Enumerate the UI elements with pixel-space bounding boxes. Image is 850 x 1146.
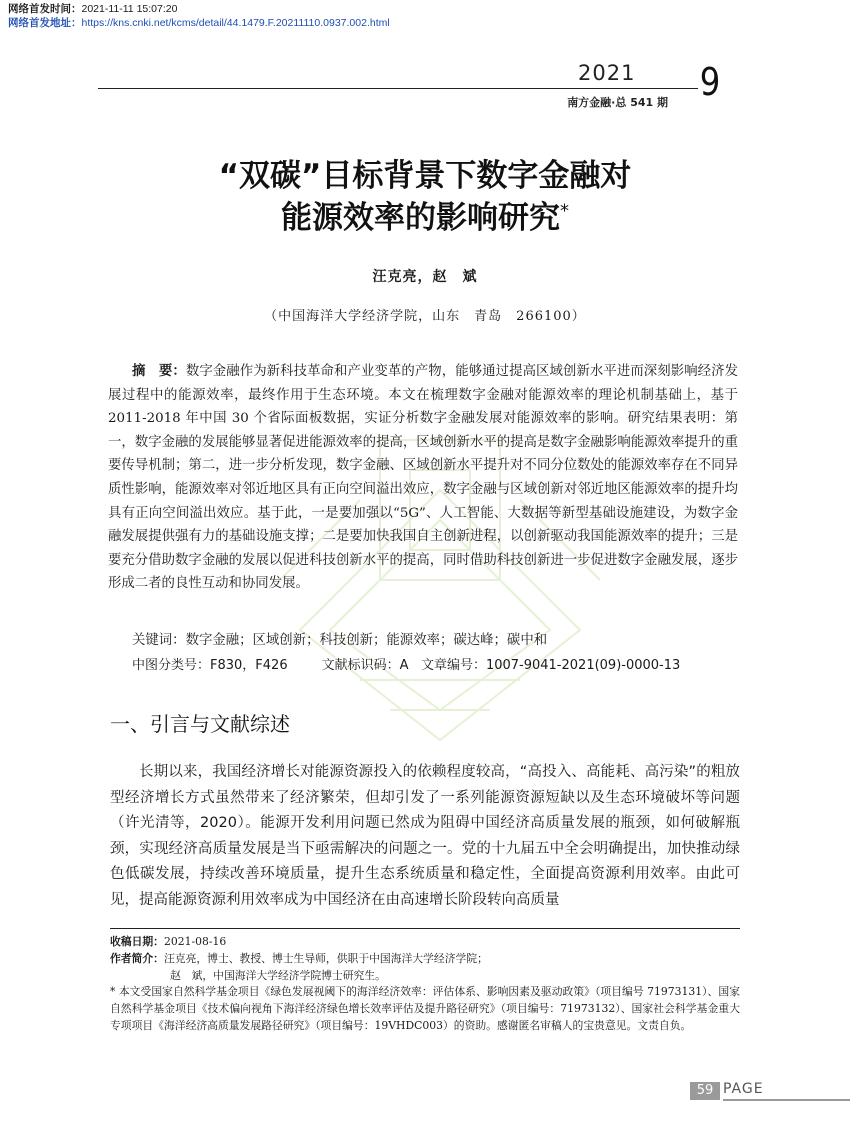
first-publish-url-label: 网络首发地址： [8,17,82,29]
paper-title-line-1: “双碳”目标背景下数字金融对 [218,158,632,194]
author-affiliation: （中国海洋大学经济学院，山东 青岛 266100） [264,309,586,324]
footnote-rule [110,928,740,929]
footnotes [110,934,740,1035]
keywords [132,630,732,652]
page-rule [723,1099,850,1101]
classification-line [132,655,752,677]
abstract-label: 摘 要： [132,364,186,379]
header-rule [98,88,698,89]
first-publish-time-label: 网络首发时间： [8,3,82,15]
doc-code-value: A [399,658,409,673]
header-year: 2021 [578,61,636,85]
clc-label: 中图分类号： [132,658,211,673]
page-label: PAGE [723,1081,764,1097]
received-value: 2021-08-16 [163,935,227,948]
first-publish-time-value: 2021-11-11 15:07:20 [81,3,178,15]
footnote-author-1 [110,951,740,968]
intro-paragraph: 长期以来，我国经济增长对能源资源投入的依赖程度较高，“高投入、高能耗、高污染”的粗放型经济增长方式虽然带来了经济繁荣，但却引发了一系列能源资源短缺以及生态环境破坏等问题（许光清等，2020）。能源开发利用问题已然成为阻碍中国经济高质量发展的瓶颈，如何破解瓶颈，实现经济高质量发展是当下亟需解决的问题之一。党的十九届五中全会明确提出，加快推动绿色低碳发展，持续改善环境质量，提升生态系统质量和稳定性，全面提高资源利用效率。由此可见，提高能源资源利用效率成为中国经济在由高速增长阶段转向高质量 [110,764,740,908]
keywords-label: 关键词： [132,633,186,648]
first-publish-url[interactable] [8,17,390,30]
title-footnote-mark: * [560,200,569,222]
footnote-received [110,934,740,951]
paper-title-line-2 [60,192,790,237]
author-bio-label: 作者简介： [110,951,164,965]
first-publish-url-link[interactable]: https://kns.cnki.net/kcms/detail/44.1479.F.20211110.0937.002.html [81,17,390,29]
article-number-label: 文章编号： [420,658,486,673]
abstract-paragraph [108,360,738,596]
clc-value: F830，F426 [210,658,288,673]
author-bio-line-2: 赵 斌，中国海洋大学经济学院博士研究生。 [170,968,386,982]
keywords-text: 数字金融；区域创新；科技创新；能源效率；碳达峰；碳中和 [185,633,548,648]
doc-code-label: 文献标识码： [321,658,400,673]
article-number-value: 1007-9041-2021(09)-0000-13 [485,658,681,673]
footnote-funding: * 本文受国家自然科学基金项目《绿色发展视阈下的海洋经济效率：评估体系、影响因素及驱动政策》（项目编号 71973131）、国家自然科学基金项目《技术偏向视角下海洋经济绿色增长效率评估及提升路径研究》（项目编号：71973132）、国家社会科学基金重大专项项目《海洋经济高质量发展路径研究》（项目编号：19VHDC003）的资助。感谢匿名审稿人的宝贵意见。文责自负。 [110,985,740,1032]
first-publish-time [8,3,177,16]
author-names: 汪克亮，赵 斌 [372,269,478,285]
abstract-text: 数字金融作为新科技革命和产业变革的产物，能够通过提高区域创新水平进而深刻影响经济发展过程中的能源效率，最终作用于生态环境。本文在梳理数字金融对能源效率的理论机制基础上，基于 2011-2018 年中国 30 个省际面板数据，实证分析数字金融发展对能源效率的影响。研究结果表明：第一，数字金融的发展能够显著促进能源效率的提高，区域创新水平的提高是数字金融影响能源效率提升的重要传导机制；第二，进一步分析发现，数字金融、区域创新水平提升对不同分位数处的能源效率存在不同异质性影响，能源效率对邻近地区具有正向空间溢出效应，数字金融与区域创新对邻近地区能源效率的提升均具有正向空间溢出效应。基于此，一是要加强以“5G”、人工智能、大数据等新型基础设施建设，为数字金融发展提供强有力的基础设施支撑；二是要加快我国自主创新进程，以创新驱动我国能源效率的提升；三是要充分借助数字金融的发展以促进科技创新水平的提高，同时借助科技创新进一步促进数字金融发展，逐步形成二者的良性互动和协同发展。 [108,364,738,592]
header-journal-name: 南方金融·总 541 期 [567,96,668,109]
author-bio-line-1: 汪克亮，博士、教授、博士生导师，供职于中国海洋大学经济学院； [163,951,488,965]
received-label: 收稿日期： [110,935,164,948]
header-issue-number: 9 [699,60,721,104]
page-number: 59 [690,1082,720,1100]
section-heading: 一、引言与文献综述 [110,712,290,736]
paper-title-line-2-text: 能源效率的影响研究 [281,200,560,236]
